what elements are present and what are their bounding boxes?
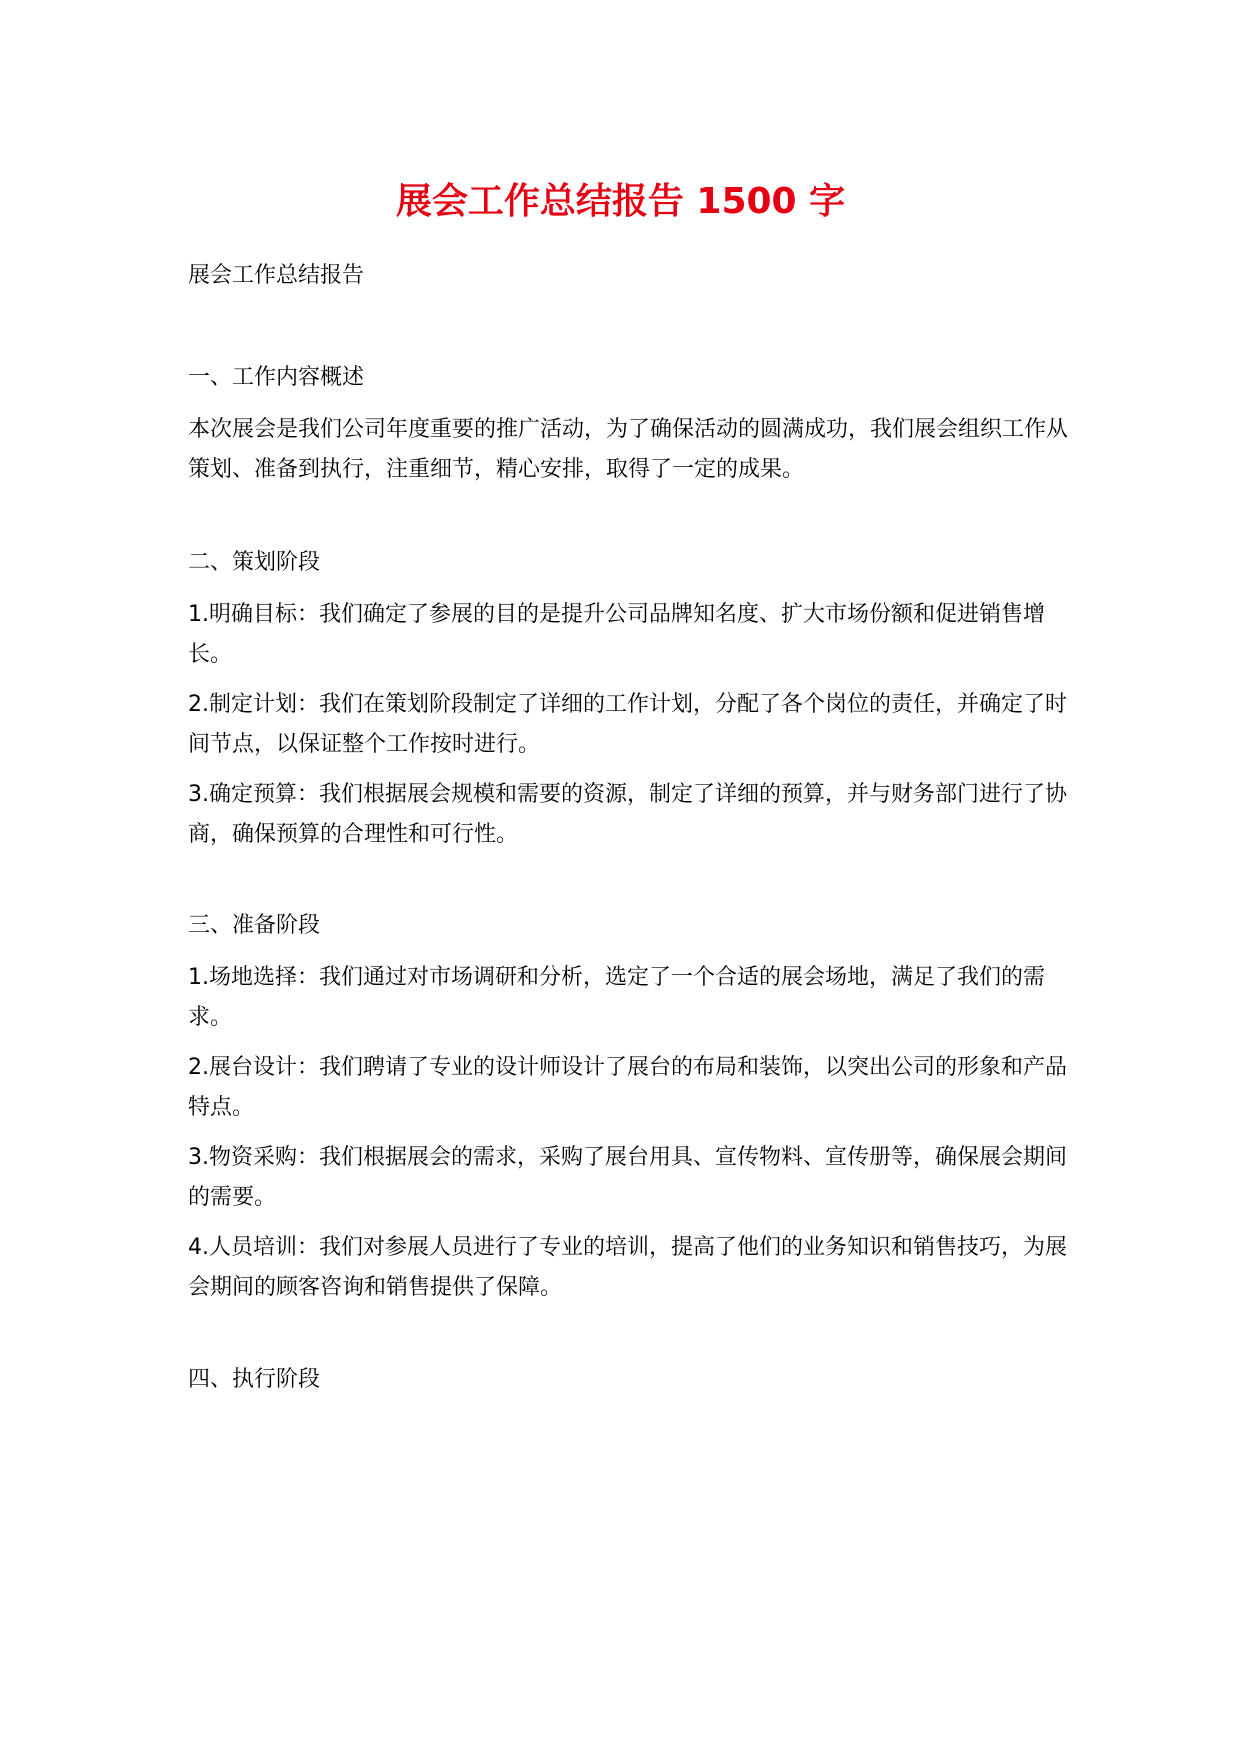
paragraph-planning-2: 2.制定计划：我们在策划阶段制定了详细的工作计划，分配了各个岗位的责任，并确定了时间节点，以保证整个工作按时进行。 [188, 692, 1067, 757]
section-heading-execution: 四、执行阶段 [188, 1367, 321, 1392]
paragraph-preparation-2: 2.展台设计：我们聘请了专业的设计师设计了展台的布局和装饰，以突出公司的形象和产品特点。 [188, 1055, 1067, 1120]
document-title: 展会工作总结报告 1500 字 [395, 181, 846, 222]
paragraph-planning-1: 1.明确目标：我们确定了参展的目的是提升公司品牌知名度、扩大市场份额和促进销售增长。 [188, 602, 1045, 667]
paragraph-preparation-3: 3.物资采购：我们根据展会的需求，采购了展台用具、宣传物料、宣传册等，确保展会期间的需要。 [188, 1145, 1067, 1210]
paragraph-preparation-4: 4.人员培训：我们对参展人员进行了专业的培训，提高了他们的业务知识和销售技巧，为展会期间的顾客咨询和销售提供了保障。 [188, 1235, 1067, 1300]
paragraph-preparation-1: 1.场地选择：我们通过对市场调研和分析，选定了一个合适的展会场地，满足了我们的需求。 [188, 965, 1045, 1030]
paragraph-overview: 本次展会是我们公司年度重要的推广活动，为了确保活动的圆满成功，我们展会组织工作从策划、准备到执行，注重细节，精心安排，取得了一定的成果。 [188, 417, 1069, 482]
document-subtitle: 展会工作总结报告 [188, 263, 365, 288]
section-heading-overview: 一、工作内容概述 [188, 365, 365, 390]
section-heading-planning: 二、策划阶段 [188, 550, 321, 575]
section-heading-preparation: 三、准备阶段 [188, 913, 321, 938]
paragraph-planning-3: 3.确定预算：我们根据展会规模和需要的资源，制定了详细的预算，并与财务部门进行了协商，确保预算的合理性和可行性。 [188, 782, 1067, 847]
